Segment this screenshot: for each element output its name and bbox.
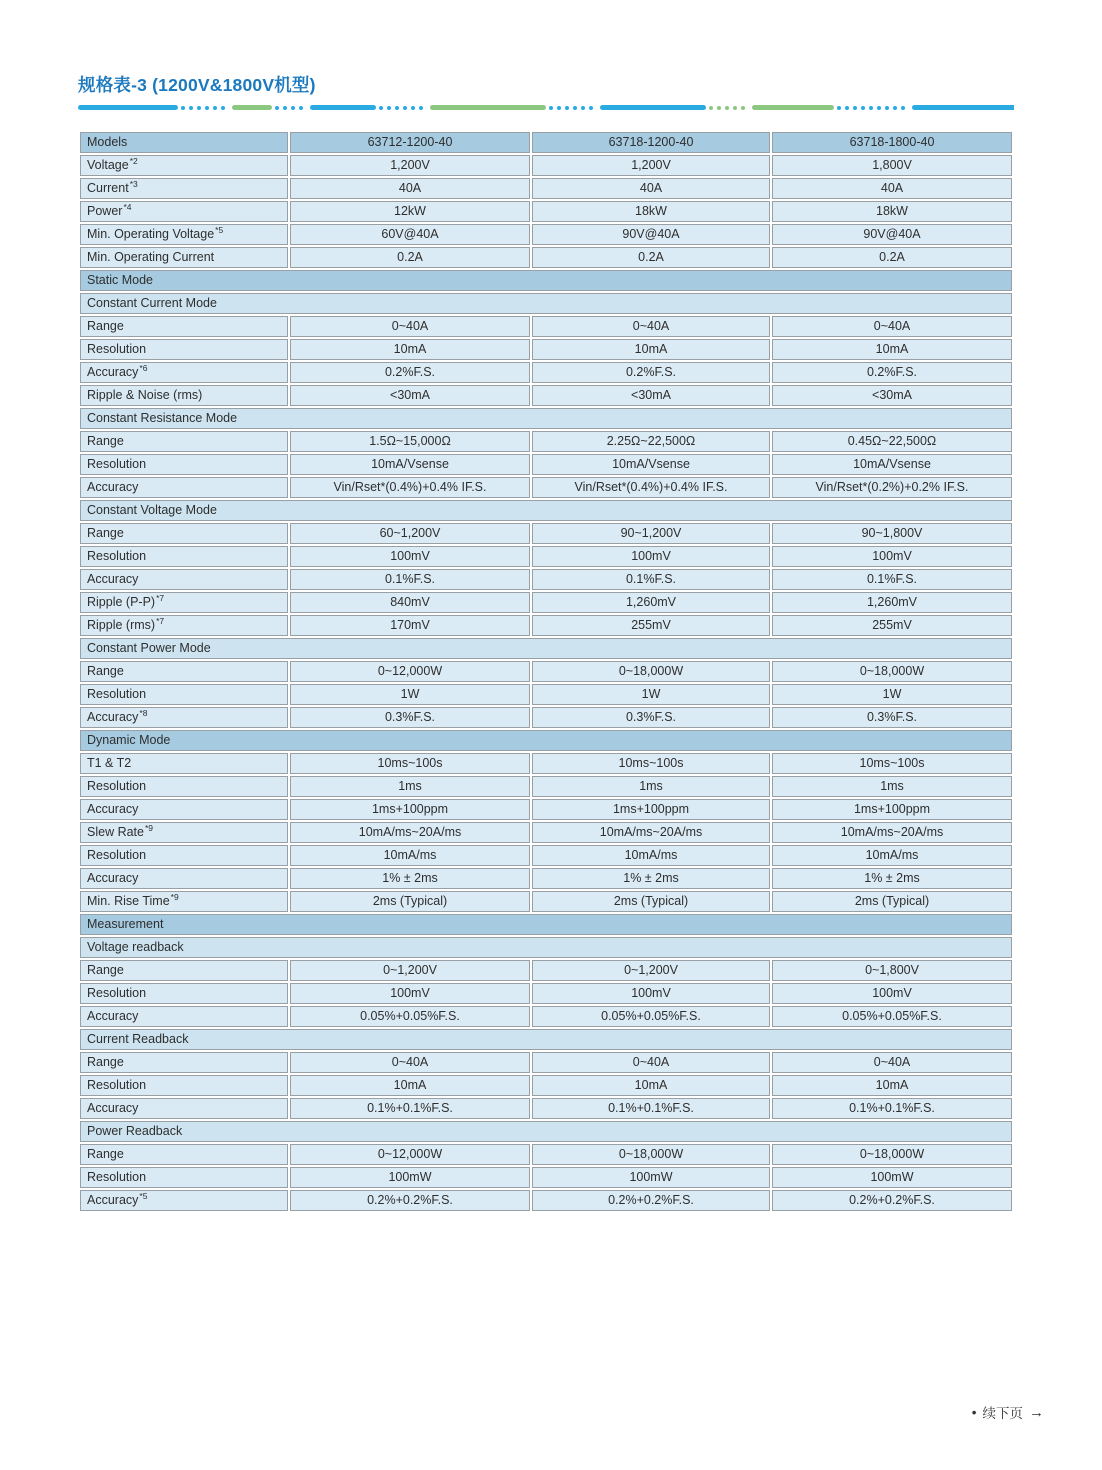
table-row	[80, 431, 1012, 452]
cell-value: 12kW	[290, 201, 530, 222]
table-row	[80, 1167, 1012, 1188]
decor-dot-shape	[275, 106, 279, 110]
table-row	[80, 224, 1012, 245]
section-title: Dynamic Mode	[80, 730, 1012, 751]
cell-value: 1,260mV	[532, 592, 770, 613]
cell-value: 10ms~100s	[532, 753, 770, 774]
cell-value: 10mA/ms	[290, 845, 530, 866]
page-footer	[972, 1402, 1044, 1422]
cell-value: 100mW	[532, 1167, 770, 1188]
cell-value: 1,800V	[772, 155, 1012, 176]
cell-value: 0.3%F.S.	[290, 707, 530, 728]
cell-value: 40A	[532, 178, 770, 199]
table-row	[80, 891, 1012, 912]
row-label: Accuracy$^{*8}$	[80, 707, 288, 728]
row-label: Accuracy$^{*5}$	[80, 1190, 288, 1211]
table-row	[80, 661, 1012, 682]
cell-value: 0.3%F.S.	[532, 707, 770, 728]
row-label: Accuracy$^{*6}$	[80, 362, 288, 383]
cell-value: 100mV	[290, 546, 530, 567]
decor-bar-shape	[310, 105, 376, 110]
cell-value: <30mA	[290, 385, 530, 406]
cell-value: 90V@40A	[772, 224, 1012, 245]
cell-value: 10ms~100s	[772, 753, 1012, 774]
decor-dot-shape	[549, 106, 553, 110]
footnote-mark: *5	[215, 224, 224, 235]
cell-value: 10mA/ms~20A/ms	[290, 822, 530, 843]
decor-dot-shape	[189, 106, 193, 110]
decor-dot-shape	[741, 106, 745, 110]
cell-value: 0.45Ω~22,500Ω	[772, 431, 1012, 452]
table-row	[80, 1098, 1012, 1119]
cell-value: 0~1,800V	[772, 960, 1012, 981]
decor-dots	[379, 106, 427, 110]
next-page-arrow-icon: →	[1029, 1403, 1044, 1421]
row-label: Range	[80, 661, 288, 682]
cell-value: 1ms	[532, 776, 770, 797]
footnote-mark: *9	[170, 891, 179, 902]
cell-value: 10mA/ms~20A/ms	[772, 822, 1012, 843]
cell-value: 60~1,200V	[290, 523, 530, 544]
cell-value: <30mA	[532, 385, 770, 406]
cell-value: 0.1%+0.1%F.S.	[290, 1098, 530, 1119]
decor-dot-shape	[853, 106, 857, 110]
subsection-title: Voltage readback	[80, 937, 1012, 958]
cell-value: 100mV	[772, 983, 1012, 1004]
cell-value: 1W	[290, 684, 530, 705]
footnote-mark: *9	[144, 822, 154, 833]
decor-dot-shape	[419, 106, 423, 110]
decor-dot-shape	[893, 106, 897, 110]
cell-value: 840mV	[290, 592, 530, 613]
row-label: Accuracy	[80, 868, 288, 889]
cell-value: 0~18,000W	[532, 1144, 770, 1165]
cell-value: 0.1%+0.1%F.S.	[532, 1098, 770, 1119]
cell-value: 18kW	[532, 201, 770, 222]
cell-value: Vin/Rset*(0.4%)+0.4% IF.S.	[290, 477, 530, 498]
decor-bar	[310, 105, 376, 110]
cell-value: 40A	[290, 178, 530, 199]
cell-value: 0.2%F.S.	[772, 362, 1012, 383]
decor-dot-shape	[725, 106, 729, 110]
decor-dot-shape	[205, 106, 209, 110]
table-row	[80, 845, 1012, 866]
cell-value: 0.05%+0.05%F.S.	[532, 1006, 770, 1027]
table-row	[80, 1006, 1012, 1027]
cell-value: 10mA	[532, 339, 770, 360]
decor-dots	[275, 106, 307, 110]
cell-value: 0.1%+0.1%F.S.	[772, 1098, 1012, 1119]
table-row	[80, 454, 1012, 475]
cell-value: 1ms	[772, 776, 1012, 797]
cell-value: 1% ± 2ms	[772, 868, 1012, 889]
row-label: Accuracy	[80, 477, 288, 498]
cell-value: 90~1,200V	[532, 523, 770, 544]
decor-dots	[709, 106, 749, 110]
decor-dot-shape	[885, 106, 889, 110]
row-label: Accuracy	[80, 799, 288, 820]
footnote-mark: *7	[156, 592, 165, 603]
decor-dot-shape	[395, 106, 399, 110]
section-row	[80, 914, 1012, 935]
cell-value: 1W	[532, 684, 770, 705]
cell-value: 10mA/Vsense	[772, 454, 1012, 475]
decor-bar	[912, 105, 1014, 110]
cell-value: 1ms	[290, 776, 530, 797]
subsection-title: Constant Voltage Mode	[80, 500, 1012, 521]
row-label: Resolution	[80, 1075, 288, 1096]
cell-value: 90V@40A	[532, 224, 770, 245]
cell-value: 90~1,800V	[772, 523, 1012, 544]
cell-value: 10mA/ms~20A/ms	[532, 822, 770, 843]
row-label: Accuracy	[80, 1006, 288, 1027]
decor-dot-shape	[197, 106, 201, 110]
table-row	[80, 546, 1012, 567]
cell-value: 0~18,000W	[532, 661, 770, 682]
table-row	[80, 592, 1012, 613]
footnote-mark: *3	[129, 178, 138, 189]
decor-bar	[78, 105, 178, 110]
cell-value: 1% ± 2ms	[290, 868, 530, 889]
row-label: Min. Operating Current	[80, 247, 288, 268]
row-label: Resolution	[80, 684, 288, 705]
cell-value: 1ms+100ppm	[290, 799, 530, 820]
decor-dots	[549, 106, 597, 110]
decor-dot-shape	[283, 106, 287, 110]
table-row	[80, 362, 1012, 383]
decor-dot-shape	[403, 106, 407, 110]
decorative-dash-line	[78, 104, 1014, 111]
header-models-label: Models	[80, 132, 288, 153]
cell-value: 100mV	[532, 983, 770, 1004]
cell-value: 255mV	[772, 615, 1012, 636]
footnote-mark: *5	[139, 1190, 148, 1201]
table-row	[80, 316, 1012, 337]
decor-dot-shape	[877, 106, 881, 110]
decor-dot-shape	[411, 106, 415, 110]
cell-value: 0~40A	[290, 1052, 530, 1073]
cell-value: 1,260mV	[772, 592, 1012, 613]
footnote-mark: *7	[156, 615, 165, 626]
cell-value: 2ms (Typical)	[772, 891, 1012, 912]
decor-bar-shape	[430, 105, 546, 110]
cell-value: 0.2A	[532, 247, 770, 268]
decor-dot-shape	[901, 106, 905, 110]
cell-value: 1,200V	[290, 155, 530, 176]
row-label: Slew Rate$^{*9}$	[80, 822, 288, 843]
table-row	[80, 822, 1012, 843]
cell-value: 0~40A	[290, 316, 530, 337]
subsection-row	[80, 1121, 1012, 1142]
decor-dot-shape	[573, 106, 577, 110]
row-label: Range	[80, 960, 288, 981]
section-row	[80, 730, 1012, 751]
cell-value: 1% ± 2ms	[532, 868, 770, 889]
row-label: Accuracy	[80, 1098, 288, 1119]
decor-dot-shape	[291, 106, 295, 110]
row-label: Voltage$^{*2}$	[80, 155, 288, 176]
header-row	[80, 132, 1012, 153]
decor-bar-shape	[232, 105, 272, 110]
row-label: Ripple (rms)$^{*7}$	[80, 615, 288, 636]
subsection-row	[80, 293, 1012, 314]
cell-value: 0~12,000W	[290, 1144, 530, 1165]
table-row	[80, 569, 1012, 590]
row-label: Power$^{*4}$	[80, 201, 288, 222]
table-row	[80, 1075, 1012, 1096]
header-model-cell: 63718-1200-40	[532, 132, 770, 153]
table-row	[80, 1190, 1012, 1211]
cell-value: 0~40A	[532, 316, 770, 337]
row-label: Range	[80, 523, 288, 544]
row-label: Range	[80, 1052, 288, 1073]
row-label: Ripple & Noise (rms)	[80, 385, 288, 406]
table-row	[80, 155, 1012, 176]
cell-value: 100mV	[290, 983, 530, 1004]
cell-value: 0.2A	[772, 247, 1012, 268]
page-title: 规格表-3 (1200V&1800V机型)	[78, 75, 316, 95]
row-label: Resolution	[80, 1167, 288, 1188]
table-row	[80, 477, 1012, 498]
decor-dot-shape	[299, 106, 303, 110]
footnote-mark: *8	[139, 707, 148, 718]
cell-value: 2ms (Typical)	[532, 891, 770, 912]
decor-dot-shape	[709, 106, 713, 110]
table-row	[80, 201, 1012, 222]
decor-dot-shape	[581, 106, 585, 110]
decor-dot-shape	[181, 106, 185, 110]
cell-value: 0.05%+0.05%F.S.	[772, 1006, 1012, 1027]
cell-value: 0~40A	[532, 1052, 770, 1073]
table-row	[80, 247, 1012, 268]
row-label: Resolution	[80, 454, 288, 475]
decor-dot-shape	[557, 106, 561, 110]
cell-value: 0.1%F.S.	[290, 569, 530, 590]
cell-value: 10mA/Vsense	[532, 454, 770, 475]
cell-value: 2ms (Typical)	[290, 891, 530, 912]
decor-dot-shape	[565, 106, 569, 110]
decor-dot-shape	[221, 106, 225, 110]
subsection-row	[80, 638, 1012, 659]
decor-dot-shape	[379, 106, 383, 110]
cell-value: 0~1,200V	[532, 960, 770, 981]
cell-value: 0~12,000W	[290, 661, 530, 682]
table-row	[80, 868, 1012, 889]
row-label: Ripple $(P-P)^{*7}$	[80, 592, 288, 613]
cell-value: 0.3%F.S.	[772, 707, 1012, 728]
spec-table-body	[80, 132, 1012, 1211]
table-row	[80, 983, 1012, 1004]
spec-table	[78, 130, 1014, 1213]
page-content	[78, 72, 1014, 1213]
decor-bar	[600, 105, 706, 110]
row-label: Current$^{*3}$	[80, 178, 288, 199]
subsection-title: Current Readback	[80, 1029, 1012, 1050]
decor-bar	[430, 105, 546, 110]
header-model-cell: 63718-1800-40	[772, 132, 1012, 153]
cell-value: 1ms+100ppm	[532, 799, 770, 820]
decor-bar-shape	[600, 105, 706, 110]
decor-bar-shape	[752, 105, 834, 110]
decor-dots	[837, 106, 909, 110]
cell-value: Vin/Rset*(0.4%)+0.4% IF.S.	[532, 477, 770, 498]
row-label: Resolution	[80, 776, 288, 797]
cell-value: 0.05%+0.05%F.S.	[290, 1006, 530, 1027]
row-label: Resolution	[80, 339, 288, 360]
cell-value: 255mV	[532, 615, 770, 636]
subsection-title: Constant Resistance Mode	[80, 408, 1012, 429]
cell-value: 18kW	[772, 201, 1012, 222]
cell-value: 100mW	[772, 1167, 1012, 1188]
header-model-cell: 63712-1200-40	[290, 132, 530, 153]
cell-value: 10mA	[772, 339, 1012, 360]
decor-dot-shape	[869, 106, 873, 110]
row-label: Resolution	[80, 845, 288, 866]
row-label: Resolution	[80, 983, 288, 1004]
subsection-title: Power Readback	[80, 1121, 1012, 1142]
cell-value: 0.2%+0.2%F.S.	[532, 1190, 770, 1211]
decor-dot-shape	[387, 106, 391, 110]
decor-dot-shape	[589, 106, 593, 110]
table-row	[80, 178, 1012, 199]
table-row	[80, 753, 1012, 774]
cell-value: 60V@40A	[290, 224, 530, 245]
table-row	[80, 615, 1012, 636]
decor-dot-shape	[837, 106, 841, 110]
section-title: Measurement	[80, 914, 1012, 935]
cell-value: 170mV	[290, 615, 530, 636]
cell-value: 0~1,200V	[290, 960, 530, 981]
row-label: Min. Rise Time$^{*9}$	[80, 891, 288, 912]
cell-value: 1W	[772, 684, 1012, 705]
decor-dot-shape	[845, 106, 849, 110]
cell-value: 10mA	[772, 1075, 1012, 1096]
cell-value: 0.2%F.S.	[290, 362, 530, 383]
cell-value: 10mA/ms	[772, 845, 1012, 866]
table-row	[80, 776, 1012, 797]
table-row	[80, 385, 1012, 406]
footnote-mark: *6	[139, 362, 148, 373]
cell-value: 0~40A	[772, 1052, 1012, 1073]
cell-value: 0.2%F.S.	[532, 362, 770, 383]
section-title: Static Mode	[80, 270, 1012, 291]
decor-dot-shape	[861, 106, 865, 110]
footer-next-page-label: 续下页	[982, 1406, 1023, 1421]
table-row	[80, 1144, 1012, 1165]
footnote-mark: *2	[129, 155, 138, 166]
cell-value: 100mW	[290, 1167, 530, 1188]
cell-value: 10ms~100s	[290, 753, 530, 774]
row-label: T1 & T2	[80, 753, 288, 774]
cell-value: 0.2%+0.2%F.S.	[772, 1190, 1012, 1211]
cell-value: 10mA/Vsense	[290, 454, 530, 475]
decor-dot-shape	[733, 106, 737, 110]
cell-value: Vin/Rset*(0.2%)+0.2% IF.S.	[772, 477, 1012, 498]
subsection-row	[80, 1029, 1012, 1050]
subsection-row	[80, 937, 1012, 958]
table-row	[80, 707, 1012, 728]
cell-value: 100mV	[532, 546, 770, 567]
table-row	[80, 799, 1012, 820]
cell-value: 10mA	[290, 1075, 530, 1096]
section-row	[80, 270, 1012, 291]
cell-value: 0.1%F.S.	[532, 569, 770, 590]
cell-value: 1,200V	[532, 155, 770, 176]
decor-bar-shape	[912, 105, 1014, 110]
cell-value: 10mA	[532, 1075, 770, 1096]
row-label: Resolution	[80, 546, 288, 567]
cell-value: 1.5Ω~15,000Ω	[290, 431, 530, 452]
cell-value: 40A	[772, 178, 1012, 199]
row-label: Range	[80, 431, 288, 452]
cell-value: 0~40A	[772, 316, 1012, 337]
row-label: Accuracy	[80, 569, 288, 590]
cell-value: 2.25Ω~22,500Ω	[532, 431, 770, 452]
cell-value: 0.1%F.S.	[772, 569, 1012, 590]
cell-value: 0~18,000W	[772, 661, 1012, 682]
table-row	[80, 523, 1012, 544]
cell-value: 1ms+100ppm	[772, 799, 1012, 820]
cell-value: 0~18,000W	[772, 1144, 1012, 1165]
decor-bar-shape	[78, 105, 178, 110]
row-label: Range	[80, 316, 288, 337]
subsection-title: Constant Current Mode	[80, 293, 1012, 314]
subsection-title: Constant Power Mode	[80, 638, 1012, 659]
decor-dots	[181, 106, 229, 110]
subsection-row	[80, 408, 1012, 429]
subsection-row	[80, 500, 1012, 521]
cell-value: <30mA	[772, 385, 1012, 406]
row-label: Range	[80, 1144, 288, 1165]
cell-value: 10mA	[290, 339, 530, 360]
decor-bar	[752, 105, 834, 110]
cell-value: 100mV	[772, 546, 1012, 567]
row-label: Min. Operating Voltage$^{*5}$	[80, 224, 288, 245]
cell-value: 0.2%+0.2%F.S.	[290, 1190, 530, 1211]
footer-bullet-icon: •	[971, 1404, 977, 1420]
cell-value: 10mA/ms	[532, 845, 770, 866]
table-row	[80, 1052, 1012, 1073]
decor-bar	[232, 105, 272, 110]
table-row	[80, 684, 1012, 705]
table-row	[80, 960, 1012, 981]
table-row	[80, 339, 1012, 360]
cell-value: 0.2A	[290, 247, 530, 268]
footnote-mark: *4	[123, 201, 132, 212]
decor-dot-shape	[213, 106, 217, 110]
decor-dot-shape	[717, 106, 721, 110]
